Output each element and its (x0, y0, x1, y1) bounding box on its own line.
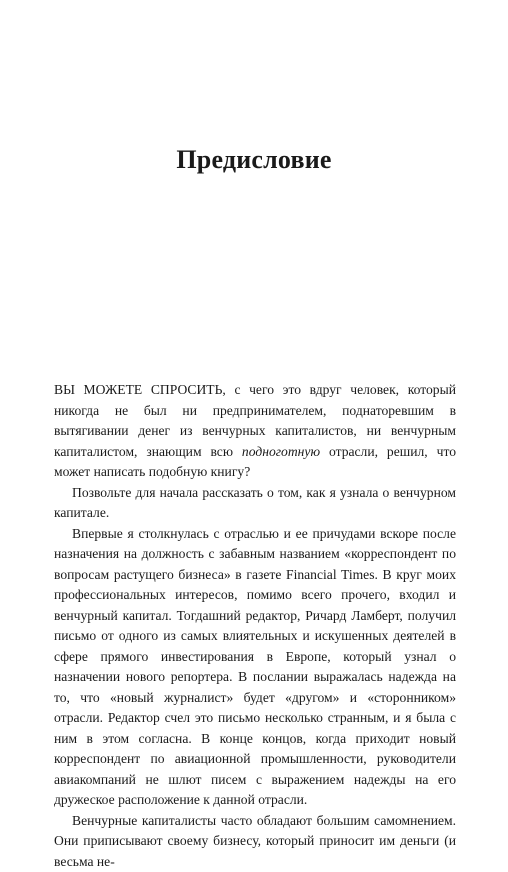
paragraph-1-emphasis: подноготную (242, 444, 320, 459)
paragraph-1 (54, 380, 456, 483)
paragraph-2: Позвольте для начала рассказать о том, как я узнала о венчурном капитале. (54, 483, 456, 524)
chapter-title: Предисловие (0, 144, 508, 176)
paragraph-3: Впервые я столкнулась с отраслью и ее причудами вскоре после назначения на должность с забавным названием «корреспондент по вопросам растущего бизнеса» в газете Financial Times. В круг моих профессиональных интересов, помимо всего прочего, входил и венчурный капитал. Тогдашний редактор, Ричард Ламберт, получил письмо от одного из самых влиятельных и искушенных деятелей в сфере прямого инвестирования в Европе, который узнал о назначении нового репортера. В послании выражалась надежда на то, что «новый журналист» будет «другом» и «сторонником» отрасли. Редактор счел это письмо несколько странным, и я была с ним в этом согласна. В конце концов, когда приходит новый корреспондент по авиационной промышленности, руководители авиакомпаний не шлют писем с выражением надежды на его дружеское расположение к данной отрасли. (54, 524, 456, 811)
chapter-body (54, 380, 456, 872)
paragraph-1-start: ВЫ МОЖЕТЕ СПРОСИТЬ, с чего это вдруг человек, который никогда не был ни предпринимателем, поднаторевшим в вытягивании денег из венчурных капиталистов, ни венчурным капиталистом, знающим всю (54, 382, 456, 459)
paragraph-1-end: отрасли, решил, что может написать подобную книгу? (54, 444, 456, 480)
paragraph-4: Венчурные капиталисты часто обладают большим самомнением. Они приписывают своему бизнесу, который приносит им деньги (и весьма не- (54, 811, 456, 872)
